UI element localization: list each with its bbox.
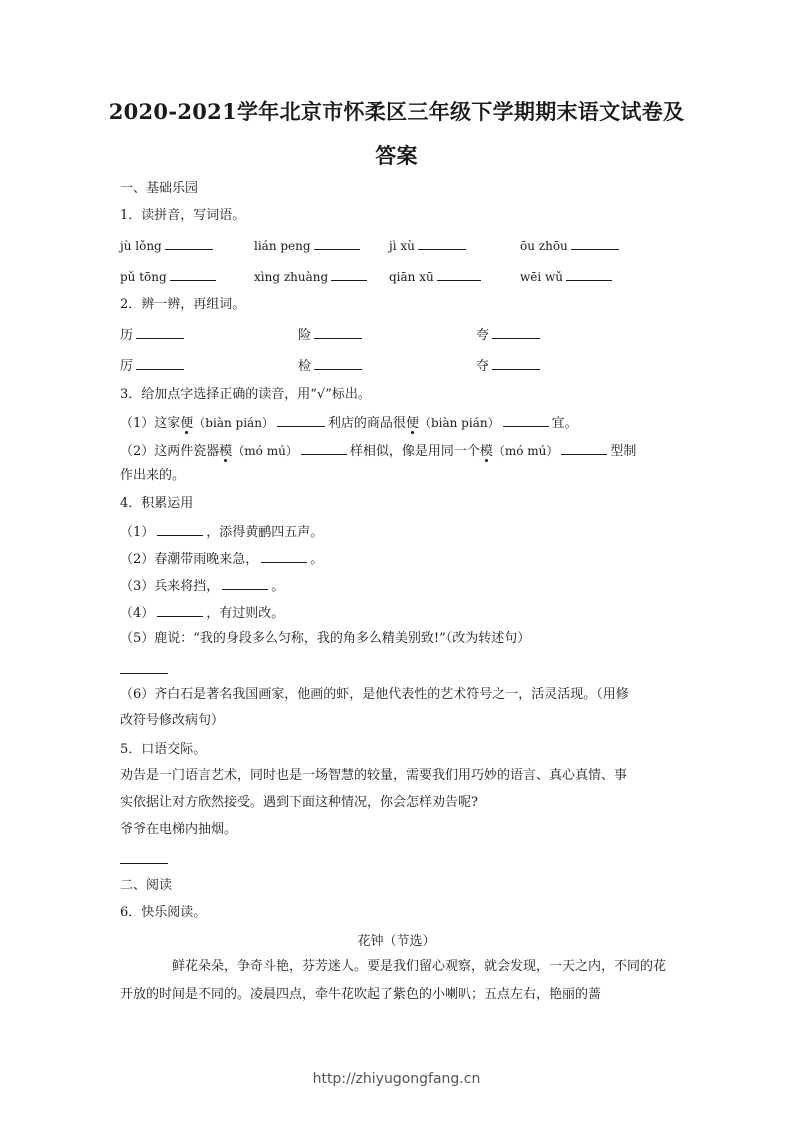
q1-label: 1．读拼音，写词语。 bbox=[120, 208, 246, 223]
pinyin-item: wēi wǔ bbox=[520, 267, 615, 286]
pinyin-item: ōu zhōu bbox=[520, 236, 622, 255]
answer-blank[interactable] bbox=[157, 522, 203, 536]
q4-label: 4．积累运用 bbox=[120, 496, 194, 511]
q4-item1: （1） ，添得黄鹂四五声。 bbox=[120, 522, 323, 542]
section1-heading: 一、基础乐园 bbox=[120, 181, 199, 196]
char-item: 险 bbox=[298, 325, 365, 345]
answer-line[interactable] bbox=[120, 862, 168, 864]
answer-blank[interactable] bbox=[301, 441, 347, 455]
answer-blank[interactable] bbox=[566, 267, 612, 281]
q4-item4: （4） ，有过则改。 bbox=[120, 603, 284, 623]
pinyin-item: xìng zhuàng bbox=[254, 267, 370, 286]
answer-blank[interactable] bbox=[314, 325, 362, 339]
answer-blank[interactable] bbox=[170, 267, 216, 281]
answer-line[interactable] bbox=[120, 672, 168, 674]
q4-item6-line1: （6）齐白石是著名我国画家，他画的虾，是他代表性的艺术符号之一，活灵活现。（用修 bbox=[120, 687, 629, 702]
exam-title-line2: 答案 bbox=[375, 143, 418, 168]
answer-blank[interactable] bbox=[561, 441, 607, 455]
exam-title-line1: 2020-2021学年北京市怀柔区三年级下学期期末语文试卷及 bbox=[108, 99, 685, 124]
pinyin-item: jù lǒng bbox=[120, 236, 216, 255]
answer-blank[interactable] bbox=[571, 236, 619, 250]
q4-item2: （2）春潮带雨晚来急， 。 bbox=[120, 549, 323, 569]
q5-label: 5．口语交际。 bbox=[120, 742, 207, 757]
answer-blank[interactable] bbox=[503, 413, 549, 427]
pinyin-item: lián peng bbox=[254, 236, 363, 255]
answer-blank[interactable] bbox=[165, 236, 213, 250]
answer-blank[interactable] bbox=[331, 267, 367, 281]
q3-item2: （2）这两件瓷器模（mó mú） 样相似，像是用同一个模（mó mú） 型制 bbox=[120, 441, 636, 461]
footer-url: http://zhiyugongfang.cn bbox=[312, 1071, 481, 1087]
q5-text-line1: 劝告是一门语言艺术，同时也是一场智慧的较量，需要我们用巧妙的语言、真心真情、事 bbox=[120, 768, 628, 783]
pinyin-item: qiān xū bbox=[389, 267, 484, 286]
char-item: 夺 bbox=[476, 356, 543, 376]
answer-blank[interactable] bbox=[277, 413, 325, 427]
answer-blank[interactable] bbox=[136, 356, 184, 370]
char-item: 检 bbox=[298, 356, 365, 376]
answer-blank[interactable] bbox=[492, 325, 540, 339]
q4-item3: （3）兵来将挡， 。 bbox=[120, 576, 284, 596]
answer-blank[interactable] bbox=[222, 576, 268, 590]
answer-blank[interactable] bbox=[418, 236, 466, 250]
q4-item5: （5）鹿说：“我的身段多么匀称，我的角多么精美别致!”（改为转述句） bbox=[120, 631, 531, 646]
char-item: 历 bbox=[120, 325, 187, 345]
pinyin-item: jì xù bbox=[389, 236, 469, 255]
answer-blank[interactable] bbox=[492, 356, 540, 370]
passage-text: 鲜花朵朵，争奇斗艳，芬芳迷人。要是我们留心观察，就会发现，一天之内，不同的花开放的时间是不同的。凌晨四点，牵牛花吹起了紫色的小喇叭；五点左右，艳丽的蔷 bbox=[120, 959, 667, 1002]
char-item: 厉 bbox=[120, 356, 187, 376]
pinyin-item: pǔ tōng bbox=[120, 267, 219, 286]
q2-label: 2．辨一辨，再组词。 bbox=[120, 297, 246, 312]
section2-heading: 二、阅读 bbox=[120, 878, 173, 893]
q3-item1: （1）这家便（biàn pián） 利店的商品很便（biàn pián） 宜。 bbox=[120, 413, 578, 433]
q4-item6-line2: 改符号修改病句） bbox=[120, 713, 225, 728]
q3-label: 3．给加点字选择正确的读音，用“√”标出。 bbox=[120, 387, 371, 402]
answer-blank[interactable] bbox=[314, 356, 362, 370]
q5-text-line3: 爷爷在电梯内抽烟。 bbox=[120, 822, 238, 837]
answer-blank[interactable] bbox=[157, 603, 203, 617]
answer-blank[interactable] bbox=[314, 236, 360, 250]
answer-blank[interactable] bbox=[261, 549, 307, 563]
q3-item2-cont: 作出来的。 bbox=[120, 468, 186, 483]
q6-label: 6．快乐阅读。 bbox=[120, 905, 207, 920]
answer-blank[interactable] bbox=[437, 267, 481, 281]
char-item: 夸 bbox=[476, 325, 543, 345]
answer-blank[interactable] bbox=[136, 325, 184, 339]
passage-title: 花钟（节选） bbox=[357, 934, 436, 949]
q5-text-line2: 实依据让对方欣然接受。遇到下面这种情况，你会怎样劝告呢? bbox=[120, 795, 478, 810]
